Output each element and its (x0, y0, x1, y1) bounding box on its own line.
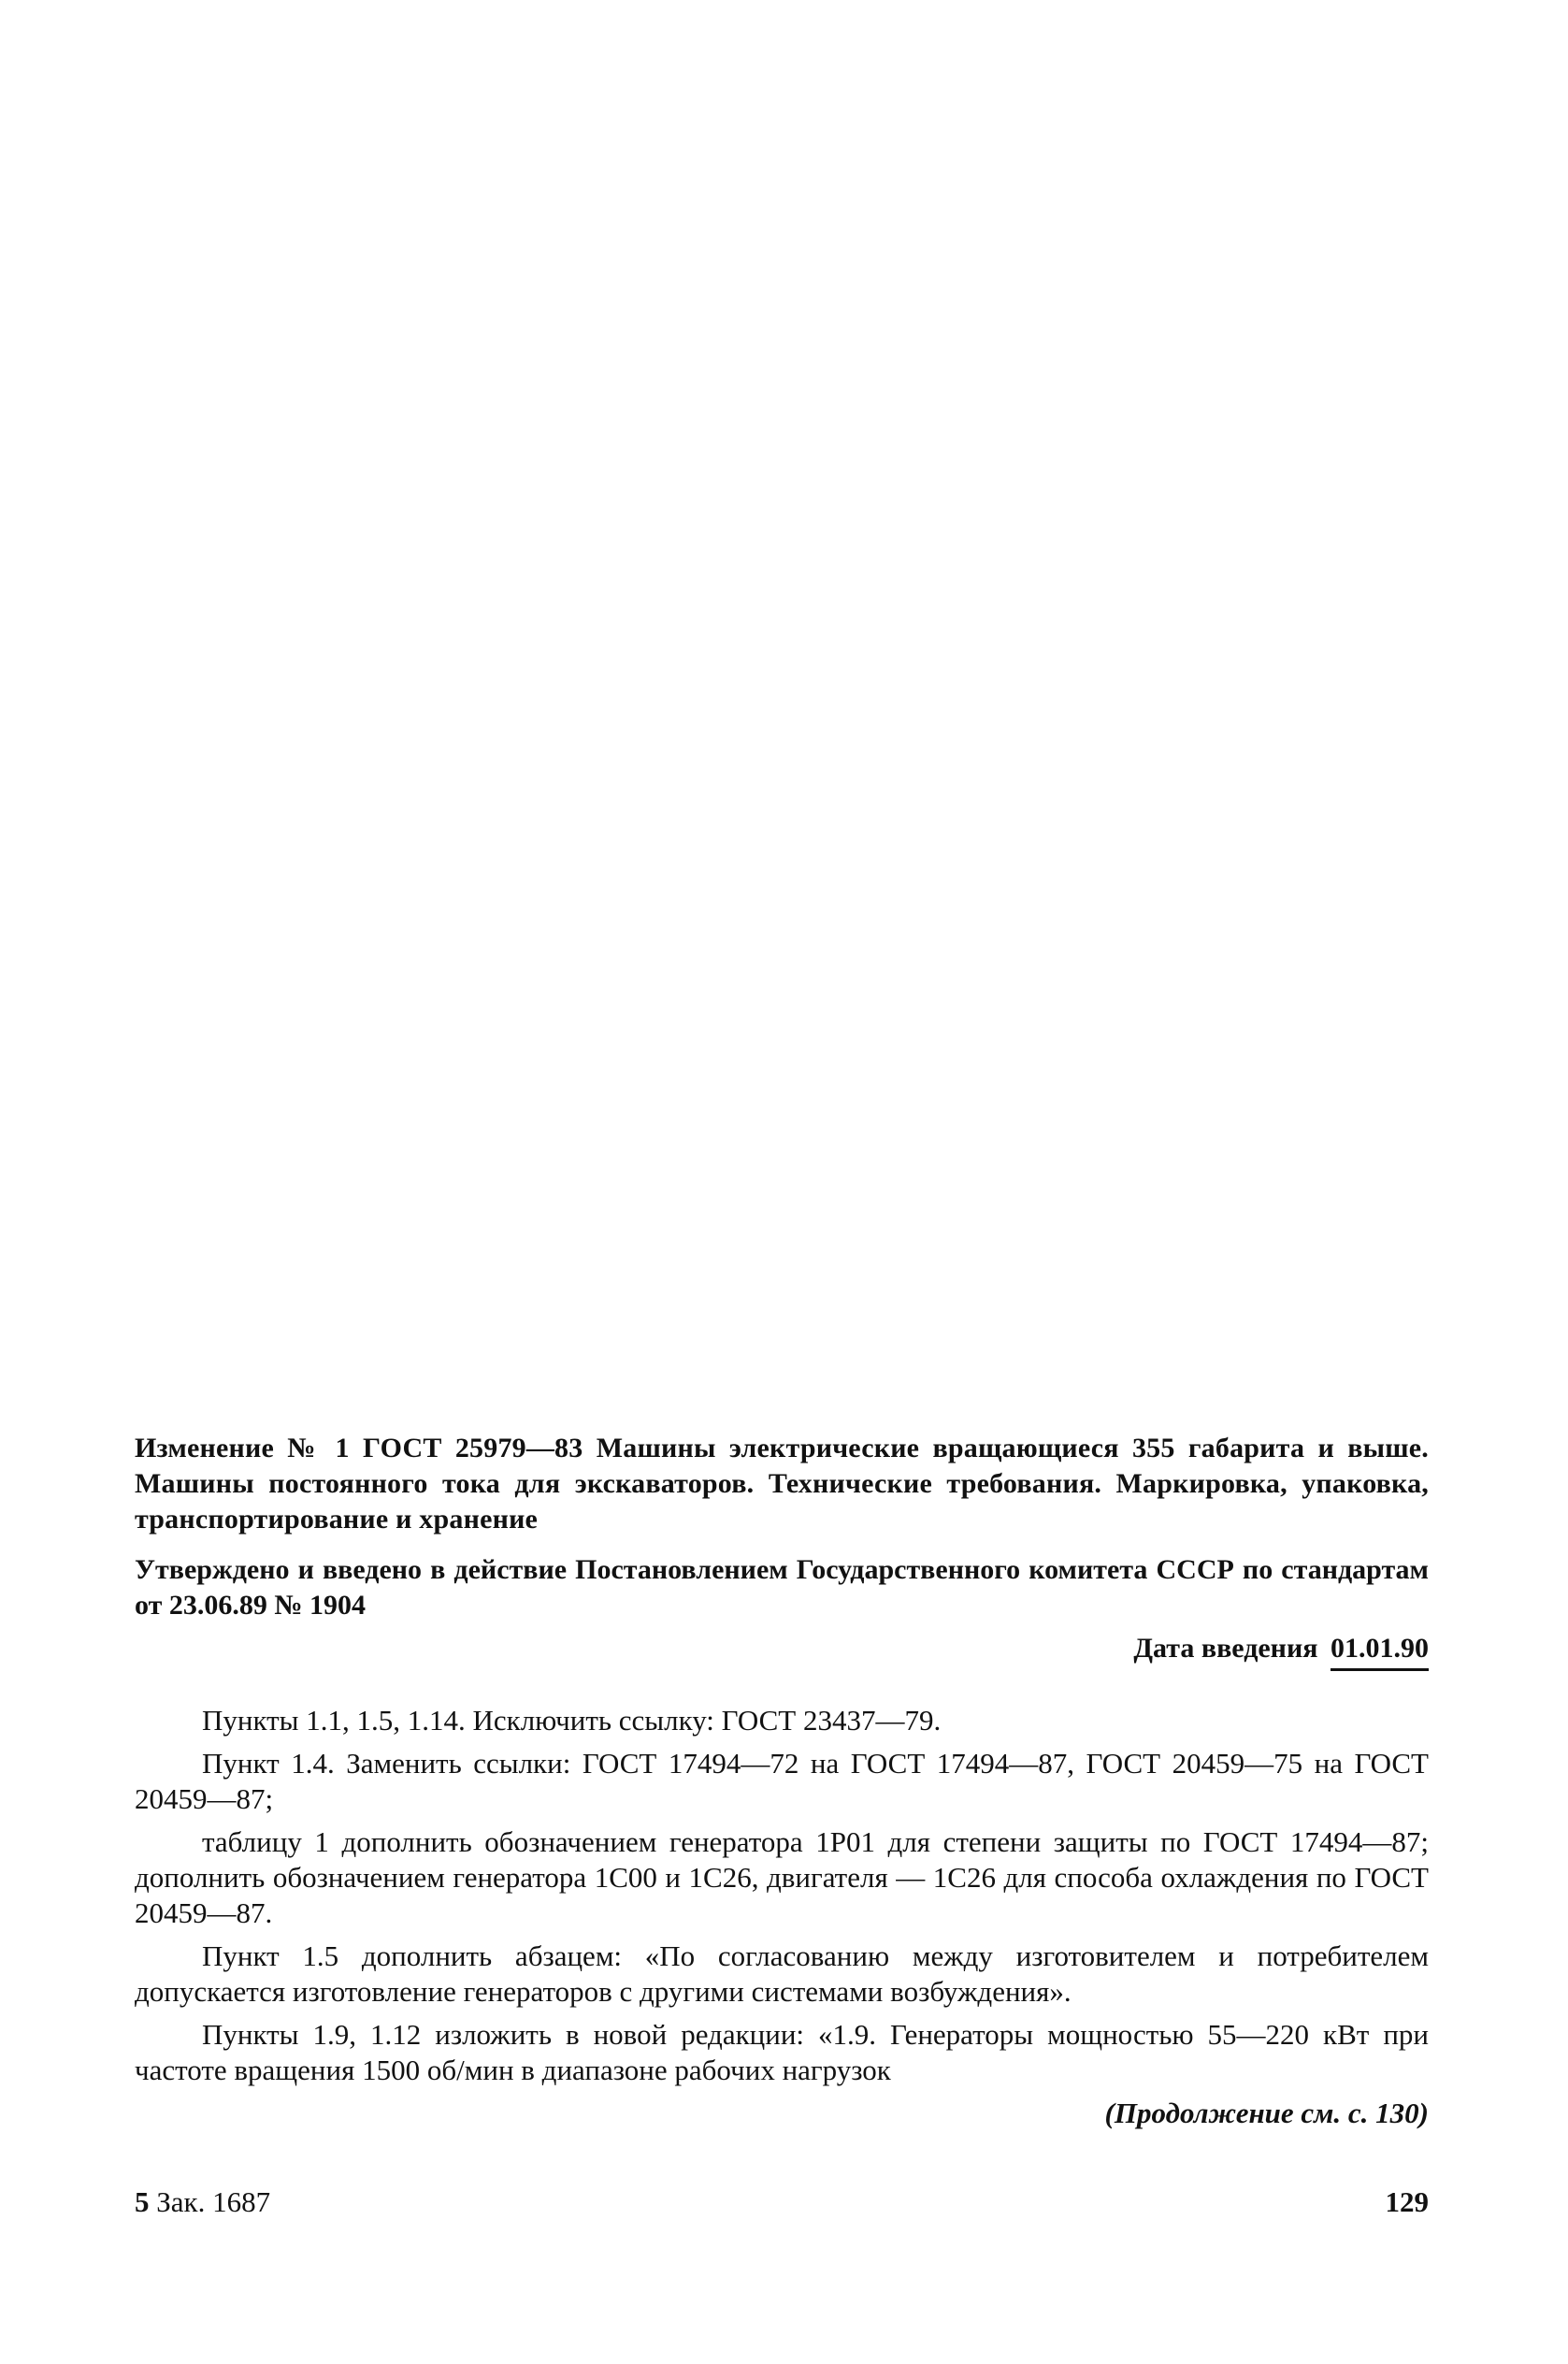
paragraph: Пункты 1.1, 1.5, 1.14. Исключить ссылку: ГОСТ 23437—79. (202, 1704, 942, 1737)
continuation-note: (Продолжение см. с. 130) (1104, 2097, 1429, 2129)
effective-date-value: 01.01.90 (1331, 1631, 1429, 1671)
order-number: 5 (135, 2185, 150, 2218)
order-text: Зак. 1687 (156, 2185, 271, 2218)
amendment-heading: Изменение № 1 ГОСТ 25979—83 Машины электрические вращающиеся 355 габарита и выше. Машины постоянного тока для экскаваторов. Технические требования. Маркировка, упаковка, транспортирование и хранение (135, 1433, 1429, 1535)
paragraph: Пункт 1.5 дополнить абзацем: «По согласованию между изготовителем и потребителем допускается изготовление генераторов с другими системами возбуждения». (135, 1939, 1429, 2008)
approval-statement: Утверждено и введено в действие Постановлением Государственного комитета СССР по стандартам от 23.06.89 № 1904 (135, 1554, 1429, 1621)
paragraph: Пункт 1.4. Заменить ссылки: ГОСТ 17494—72 на ГОСТ 17494—87, ГОСТ 20459—75 на ГОСТ 20459—87; (135, 1747, 1429, 1815)
amendment-body (135, 1703, 1429, 2088)
document-content (135, 1431, 1429, 2131)
effective-date-line (135, 1631, 1429, 1671)
effective-date-label: Дата введения (1133, 1633, 1318, 1664)
page-number: 129 (1385, 2185, 1429, 2218)
paragraph: таблицу 1 дополнить обозначением генератора 1Р01 для степени защиты по ГОСТ 17494—87; дополнить обозначением генератора 1С00 и 1С26, двигателя — 1С26 для способа охлаждения по ГОСТ 20459—87. (135, 1825, 1429, 1929)
order-reference (135, 2184, 270, 2220)
paragraph: Пункты 1.9, 1.12 изложить в новой редакции: «1.9. Генераторы мощностью 55—220 кВт при частоте вращения 1500 об/мин в диапазоне рабочих нагрузок (135, 2018, 1429, 2086)
